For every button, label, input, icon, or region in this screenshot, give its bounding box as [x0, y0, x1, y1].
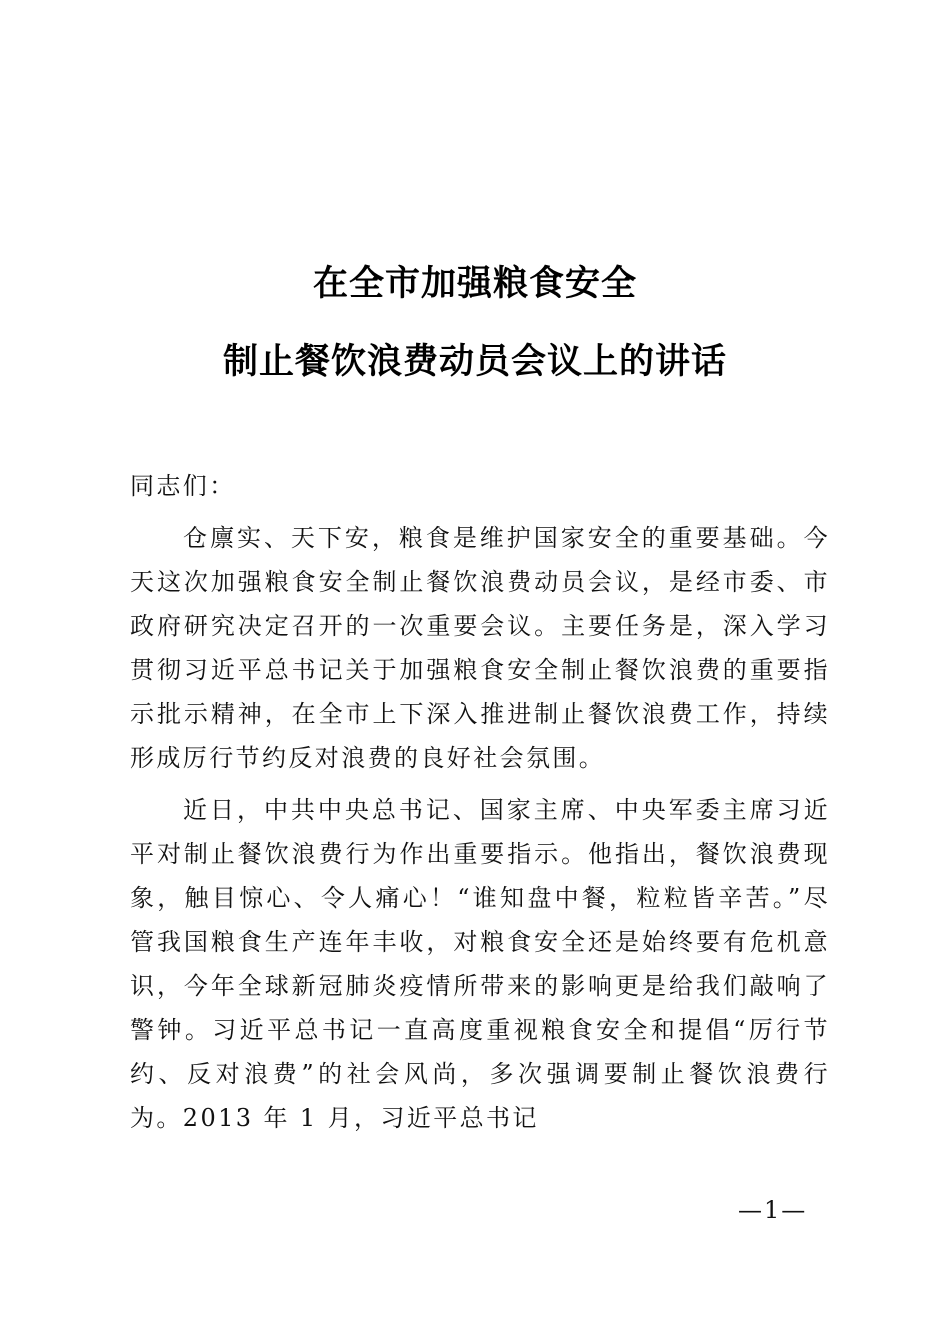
page-number: —1— [738, 1196, 808, 1224]
paragraph-2: 近日，中共中央总书记、国家主席、中央军委主席习近平对制止餐饮浪费行为作出重要指示。他指出，餐饮浪费现象，触目惊心、令人痛心！“谁知盘中餐，粒粒皆辛苦。”尽管我国粮食生产连年丰收，对粮食安全还是始终要有危机意识，今年全球新冠肺炎疫情所带来的影响更是给我们敲响了警钟。习近平总书记一直高度重视粮食安全和提倡“厉行节约、反对浪费”的社会风尚，多次强调要制止餐饮浪费行为。2013 年 1 月，习近平总书记 [130, 796, 830, 1132]
document-title-line-2: 制止餐饮浪费动员会议上的讲话 [222, 342, 727, 382]
salutation: 同志们： [130, 472, 236, 500]
document-body [130, 464, 830, 1148]
paragraph-1: 仓廪实、天下安，粮食是维护国家安全的重要基础。今天这次加强粮食安全制止餐饮浪费动员会议，是经市委、市政府研究决定召开的一次重要会议。主要任务是，深入学习贯彻习近平总书记关于加强粮食安全制止餐饮浪费的重要指示批示精神，在全市上下深入推进制止餐饮浪费工作，持续形成厉行节约反对浪费的良好社会氛围。 [130, 524, 830, 772]
document-title-line-1: 在全市加强粮食安全 [312, 264, 637, 304]
